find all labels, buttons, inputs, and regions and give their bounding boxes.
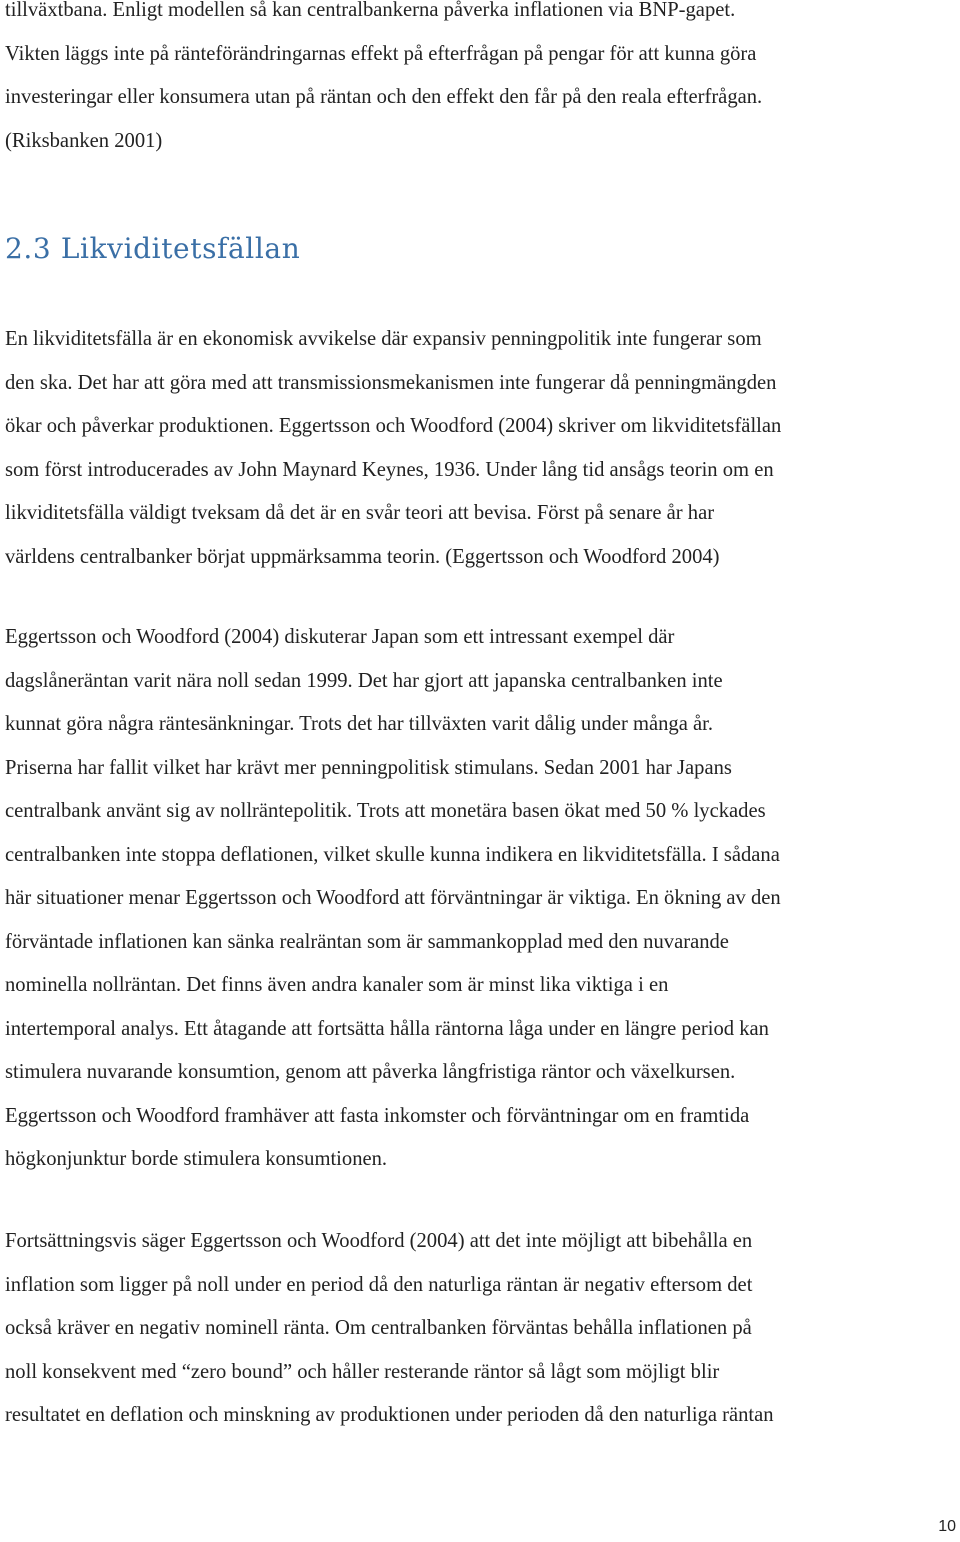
text-line: kunnat göra några räntesänkningar. Trots det har tillväxten varit dålig under många år. [5, 713, 713, 735]
text-line: som först introducerades av John Maynard Keynes, 1936. Under lång tid ansågs teorin om en [5, 458, 774, 481]
text-line: den ska. Det har att göra med att transmissionsmekanismen inte fungerar då penningmängden [5, 371, 777, 394]
text-line: Eggertsson och Woodford (2004) diskuterar Japan som ett intressant exempel där [5, 626, 675, 648]
text-line: noll konsekvent med “zero bound” och håller resterande räntor så lågt som möjligt blir [5, 1360, 720, 1383]
text-line: stimulera nuvarande konsumtion, genom att påverka långfristiga räntor och växelkursen. [5, 1061, 736, 1083]
text-line: likviditetsfälla väldigt tveksam då det är en svår teori att bevisa. Först på senare år har [5, 502, 715, 524]
text-line: resultatet en deflation och minskning av produktionen under perioden då den naturliga räntan [5, 1404, 774, 1426]
body-paragraph-2 [5, 616, 957, 1182]
text-line: högkonjunktur borde stimulera konsumtionen. [5, 1148, 388, 1170]
text-line: Priserna har fallit vilket har krävt mer penningpolitisk stimulans. Sedan 2001 har Japans [5, 756, 732, 779]
body-paragraph-1 [5, 318, 957, 579]
text-line: Fortsättningsvis säger Eggertsson och Woodford (2004) att det inte möjligt att bibehålla en [5, 1230, 753, 1252]
intro-paragraph [5, 0, 957, 163]
text-line: centralbanken inte stoppa deflationen, vilket skulle kunna indikera en likviditetsfälla. I sådana [5, 843, 780, 866]
text-line: En likviditetsfälla är en ekonomisk avvikelse där expansiv penningpolitik inte fungerar som [5, 328, 762, 350]
text-line: dagslåneräntan varit nära noll sedan 1999. Det har gjort att japanska centralbanken inte [5, 669, 723, 692]
text-line: inflation som ligger på noll under en period då den naturliga räntan är negativ eftersom det [5, 1273, 753, 1296]
text-line: tillväxtbana. Enligt modellen så kan centralbankerna påverka inflationen via BNP-gapet. [5, 0, 736, 21]
text-line: världens centralbanker börjat uppmärksamma teorin. (Eggertsson och Woodford 2004) [5, 545, 720, 568]
text-line: centralbank använt sig av nollräntepolitik. Trots att monetära basen ökat med 50 % lyckades [5, 800, 766, 822]
text-line: Vikten läggs inte på ränteförändringarnas effekt på efterfrågan på pengar för att kunna göra [5, 42, 757, 65]
text-line: nominella nollräntan. Det finns även andra kanaler som är minst lika viktiga i en [5, 974, 669, 996]
text-line: förväntade inflationen kan sänka realräntan som är sammankopplad med den nuvarande [5, 930, 729, 953]
text-line: (Riksbanken 2001) [5, 129, 163, 152]
text-line: också kräver en negativ nominell ränta. Om centralbanken förväntas behålla inflationen på [5, 1317, 752, 1339]
text-line: investeringar eller konsumera utan på räntan och den effekt den får på den reala efterfrågan. [5, 86, 763, 108]
section-heading: 2.3 Likviditetsfällan [5, 232, 301, 265]
text-line: intertemporal analys. Ett åtagande att fortsätta hålla räntorna låga under en längre period kan [5, 1017, 769, 1040]
text-line: ökar och påverkar produktionen. Eggertsson och Woodford (2004) skriver om likviditetsfällan [5, 415, 782, 437]
page-number: 10 [938, 1518, 956, 1535]
text-line: här situationer menar Eggertsson och Woodford att förväntningar är viktiga. En ökning av den [5, 887, 781, 909]
text-line: Eggertsson och Woodford framhäver att fasta inkomster och förväntningar om en framtida [5, 1104, 750, 1127]
body-paragraph-3 [5, 1220, 957, 1438]
